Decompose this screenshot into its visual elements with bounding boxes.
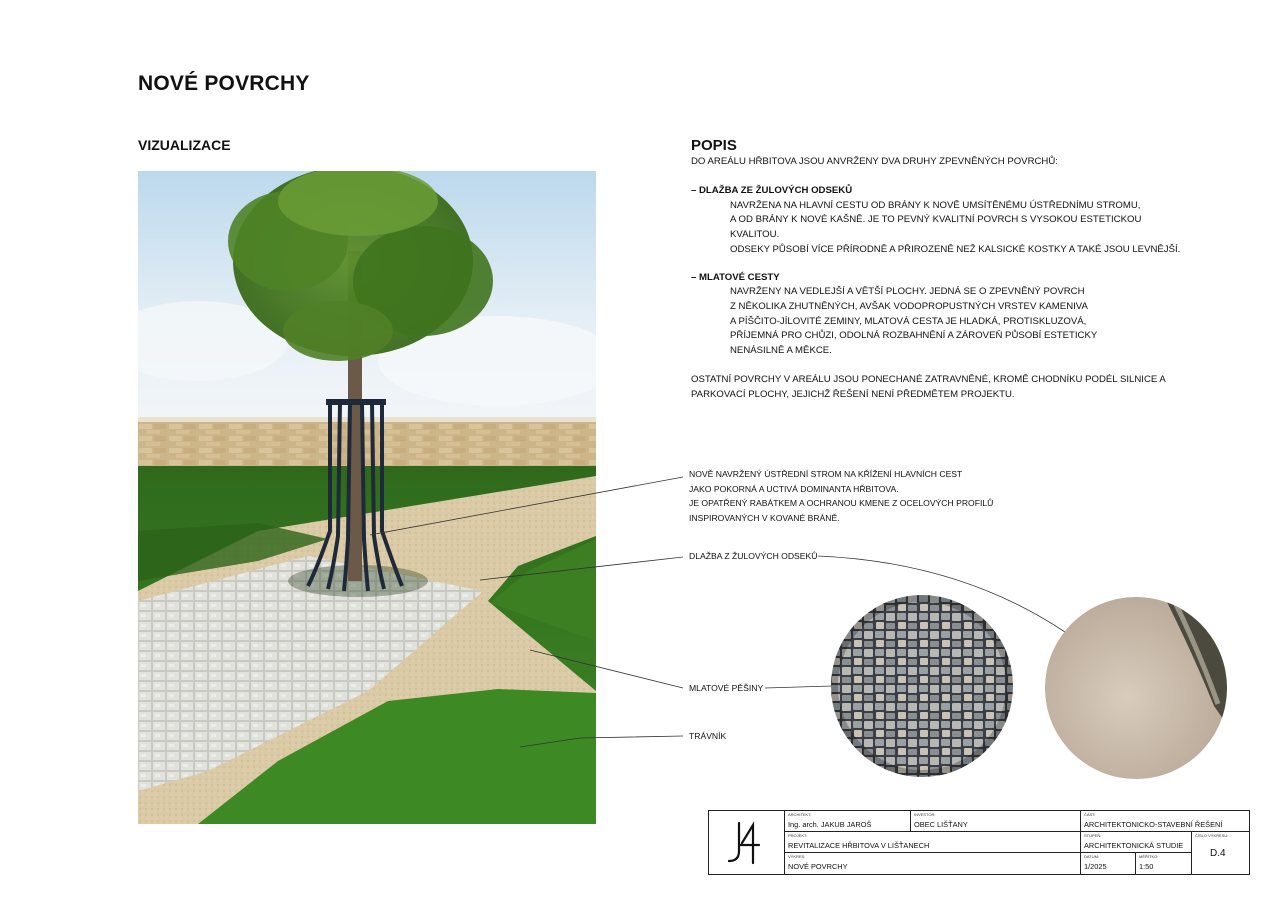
project-value: REVITALIZACE HŘBITOVA V LIŠŤANECH bbox=[788, 841, 930, 850]
part-value: ARCHITEKTONICKO-STAVEBNÍ ŘEŠENÍ bbox=[1084, 820, 1223, 829]
annotation-tree: JE OPATŘENÝ RABÁTKEM A OCHRANOU KMENE Z OCELOVÝCH PROFILŮ bbox=[689, 498, 994, 508]
title-block bbox=[708, 810, 1250, 875]
stage-label: STUPEŇ: bbox=[1084, 833, 1102, 838]
section-mlat-line: A PÍŠČITO-JÍLOVITÉ ZEMINY, MLATOVÁ CESTA JE HLADKÁ, PROTISKLUZOVÁ, bbox=[730, 316, 1087, 327]
drawing-label: VÝKRES: bbox=[788, 854, 806, 859]
annotation-dlazba: DLAŽBA Z ŽULOVÝCH ODSEKŮ bbox=[689, 551, 818, 561]
annotation-trava: TRÁVNÍK bbox=[689, 731, 727, 741]
gravel-sample-image bbox=[1044, 596, 1228, 780]
section-dlazba-line: NAVRŽENA NA HLAVNÍ CESTU OD BRÁNY K NOVĚ UMSÍTĚNÉMU ÚSTŘEDNÍMU STROMU, bbox=[730, 200, 1141, 211]
popis-intro: DO AREÁLU HŘBITOVA JSOU ANVRŽENY DVA DRUHY ZPEVNĚNÝCH POVRCHŮ: bbox=[691, 156, 1058, 167]
scale-value: 1:50 bbox=[1139, 862, 1154, 871]
investor-label: INVESTOR: bbox=[914, 812, 936, 817]
visualization-heading: VIZUALIZACE bbox=[138, 137, 231, 153]
section-mlat-line: Z NĚKOLIKA ZHUTNĚNÝCH, AVŠAK VODOPROPUSTNÝCH VRSTEV KAMENIVA bbox=[730, 301, 1088, 312]
section-dlazba-line: KVALITOU. bbox=[730, 229, 780, 240]
architect-value: Ing. arch. JAKUB JAROŠ bbox=[788, 820, 872, 829]
project-label: PROJEKT: bbox=[788, 833, 808, 838]
drawing-value: NOVÉ POVRCHY bbox=[788, 862, 848, 871]
closing-text: PARKOVACÍ PLOCHY, JEJICHŽ ŘEŠENÍ NENÍ PŘEDMĚTEM PROJEKTU. bbox=[691, 389, 1015, 400]
date-value: 1/2025 bbox=[1084, 862, 1107, 871]
drawing-number-value: D.4 bbox=[1210, 848, 1226, 859]
description-heading: POPIS bbox=[691, 137, 737, 154]
annotation-tree: JAKO POKORNÁ A UCTIVÁ DOMINANTA HŘBITOVA. bbox=[689, 484, 899, 494]
annotation-tree: NOVĚ NAVRŽENÝ ÚSTŘEDNÍ STROM NA KŘÍŽENÍ HLAVNÍCH CEST bbox=[689, 469, 963, 479]
scale-label: MĚŘÍTKO: bbox=[1139, 854, 1159, 859]
page-title: NOVÉ POVRCHY bbox=[138, 72, 310, 95]
section-mlat-line: NAVRŽENY NA VEDLEJŠÍ A VĚTŠÍ PLOCHY. JEDNÁ SE O ZPEVNĚNÝ POVRCH bbox=[730, 286, 1085, 297]
section-dlazba-line: ODSEKY PŮSOBÍ VÍCE PŘÍRODNĚ A PŘIROZENĚ NEŽ KALSICKÉ KOSTKY A TAKÉ JSOU LEVNĚJŠÍ. bbox=[730, 244, 1181, 255]
annotation-mlat: MLATOVÉ PĚŠINY bbox=[689, 683, 764, 693]
date-label: DATUM: bbox=[1084, 854, 1100, 859]
section-dlazba-line: A OD BRÁNY K NOVÉ KAŠNĚ. JE TO PEVNÝ KVALITNÍ POVRCH S VYSOKOU ESTETICKOU bbox=[730, 214, 1142, 225]
closing-text: OSTATNÍ POVRCHY V AREÁLU JSOU PONECHANÉ ZATRAVNĚNÉ, KROMĚ CHODNÍKU PODÉL SILNICE A bbox=[691, 374, 1166, 385]
stage-value: ARCHITEKTONICKÁ STUDIE bbox=[1084, 841, 1184, 850]
architect-logo bbox=[709, 811, 784, 874]
section-dlazba-heading: – DLAŽBA ZE ŽULOVÝCH ODSEKŮ bbox=[691, 185, 853, 196]
section-mlat-line: PŘÍJEMNÁ PRO CHŮZI, ODOLNÁ ROZBAHNĚNÍ A ZÁROVEŇ PŮSOBÍ ESTETICKY bbox=[730, 330, 1098, 341]
section-mlat-line: NENÁSILNĚ A MĚKCE. bbox=[730, 345, 832, 356]
granite-sample-image bbox=[830, 594, 1014, 778]
investor-value: OBEC LIŠŤANY bbox=[914, 820, 968, 829]
section-mlat-heading: – MLATOVÉ CESTY bbox=[691, 272, 780, 283]
part-label: ČÁST: bbox=[1084, 812, 1096, 817]
architect-label: ARCHITEKT: bbox=[788, 812, 812, 817]
annotation-tree: INSPIROVANÝCH V KOVANÉ BRÁNĚ. bbox=[689, 513, 840, 523]
drawing-number-label: ČÍSLO VÝKRESU: bbox=[1195, 833, 1229, 838]
